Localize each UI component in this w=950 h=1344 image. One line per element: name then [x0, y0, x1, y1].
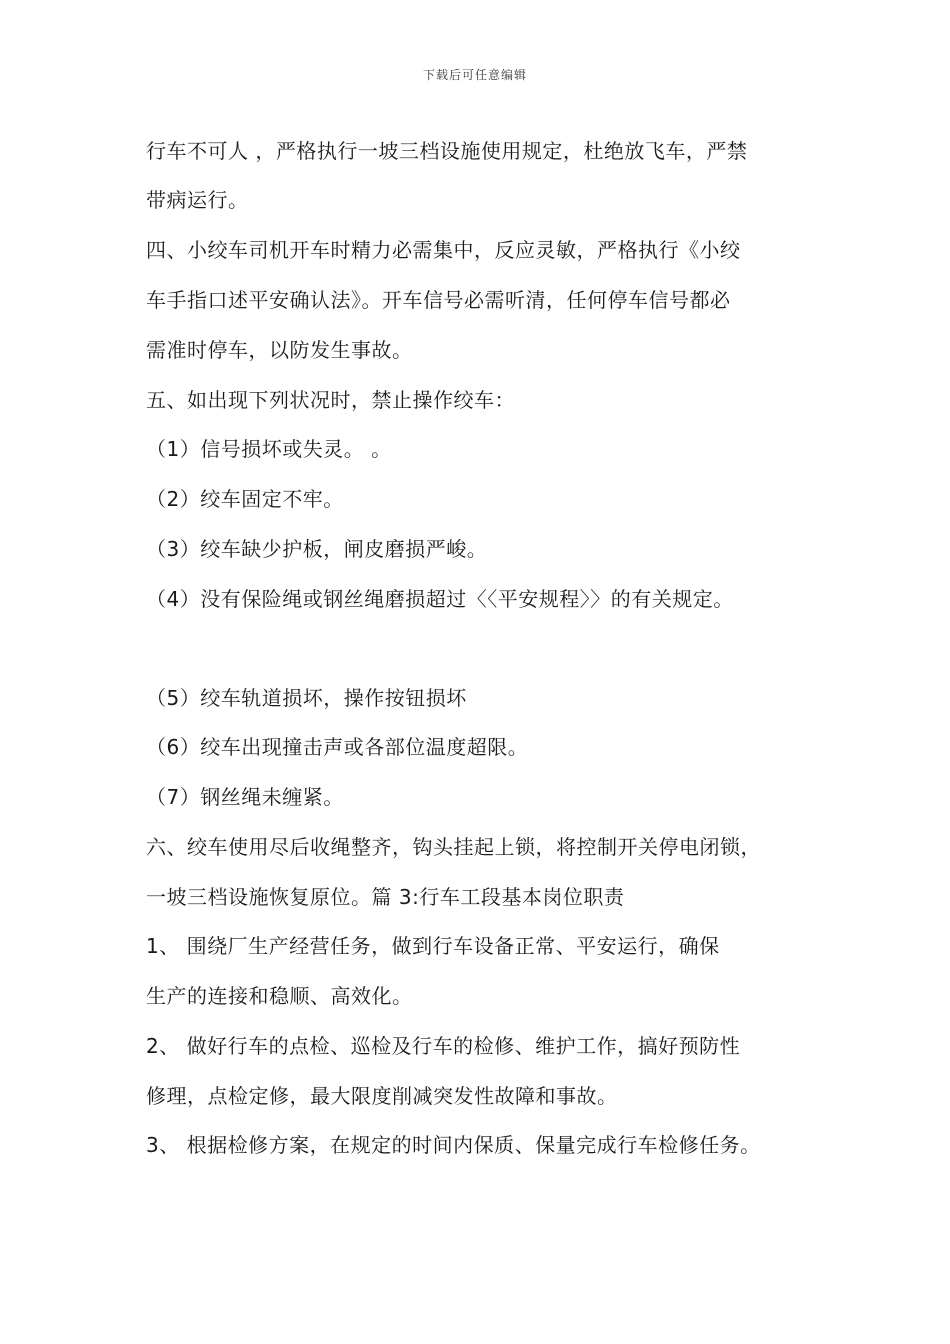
text-line: 带病运行。: [146, 188, 249, 212]
list-item: （6）绞车出现撞击声或各部位温度超限。: [146, 735, 529, 759]
text-line: 3、 根据检修方案，在规定的时间内保质、保量完成行车检修任务。: [146, 1133, 761, 1157]
list-item: （5）绞车轨道损坏，操作按钮损坏: [146, 686, 467, 710]
text-line: 1、 围绕厂生产经营任务，做到行车设备正常、平安运行，确保: [146, 934, 720, 958]
list-item: （7）钢丝绳未缠紧。: [146, 785, 344, 809]
text-line: 五、如出现下列状况时，禁止操作绞车：: [146, 388, 515, 412]
text-line: 一坡三档设施恢复原位。篇 3:行车工段基本岗位职责: [146, 885, 625, 909]
list-item: （3）绞车缺少护板，闸皮磨损严峻。: [146, 537, 488, 561]
text-line: 修理，点检定修，最大限度削减突发性故障和事故。: [146, 1084, 618, 1108]
text-line: 车手指口述平安确认法》。开车信号必需听清，任何停车信号都必: [146, 288, 731, 312]
list-item: （4）没有保险绳或钢丝绳磨损超过〈〈平安规程〉〉的有关规定。: [146, 587, 734, 611]
text-line: 2、 做好行车的点检、巡检及行车的检修、维护工作，搞好预防性: [146, 1034, 741, 1058]
text-line: 四、小绞车司机开车时精力必需集中，反应灵敏，严格执行《小绞: [146, 238, 741, 262]
page-header-note: 下载后可任意编辑: [422, 68, 527, 82]
text-line: 行车不可人 ，严格执行一坡三档设施使用规定，杜绝放飞车，严禁: [146, 139, 748, 163]
list-item: （2）绞车固定不牢。: [146, 487, 344, 511]
text-line: 生产的连接和稳顺、高效化。: [146, 984, 413, 1008]
list-item: （1）信号损坏或失灵。 。: [146, 437, 392, 461]
text-line: 需准时停车，以防发生事故。: [146, 338, 413, 362]
text-line: 六、绞车使用尽后收绳整齐，钩头挂起上锁，将控制开关停电闭锁，: [146, 835, 761, 859]
